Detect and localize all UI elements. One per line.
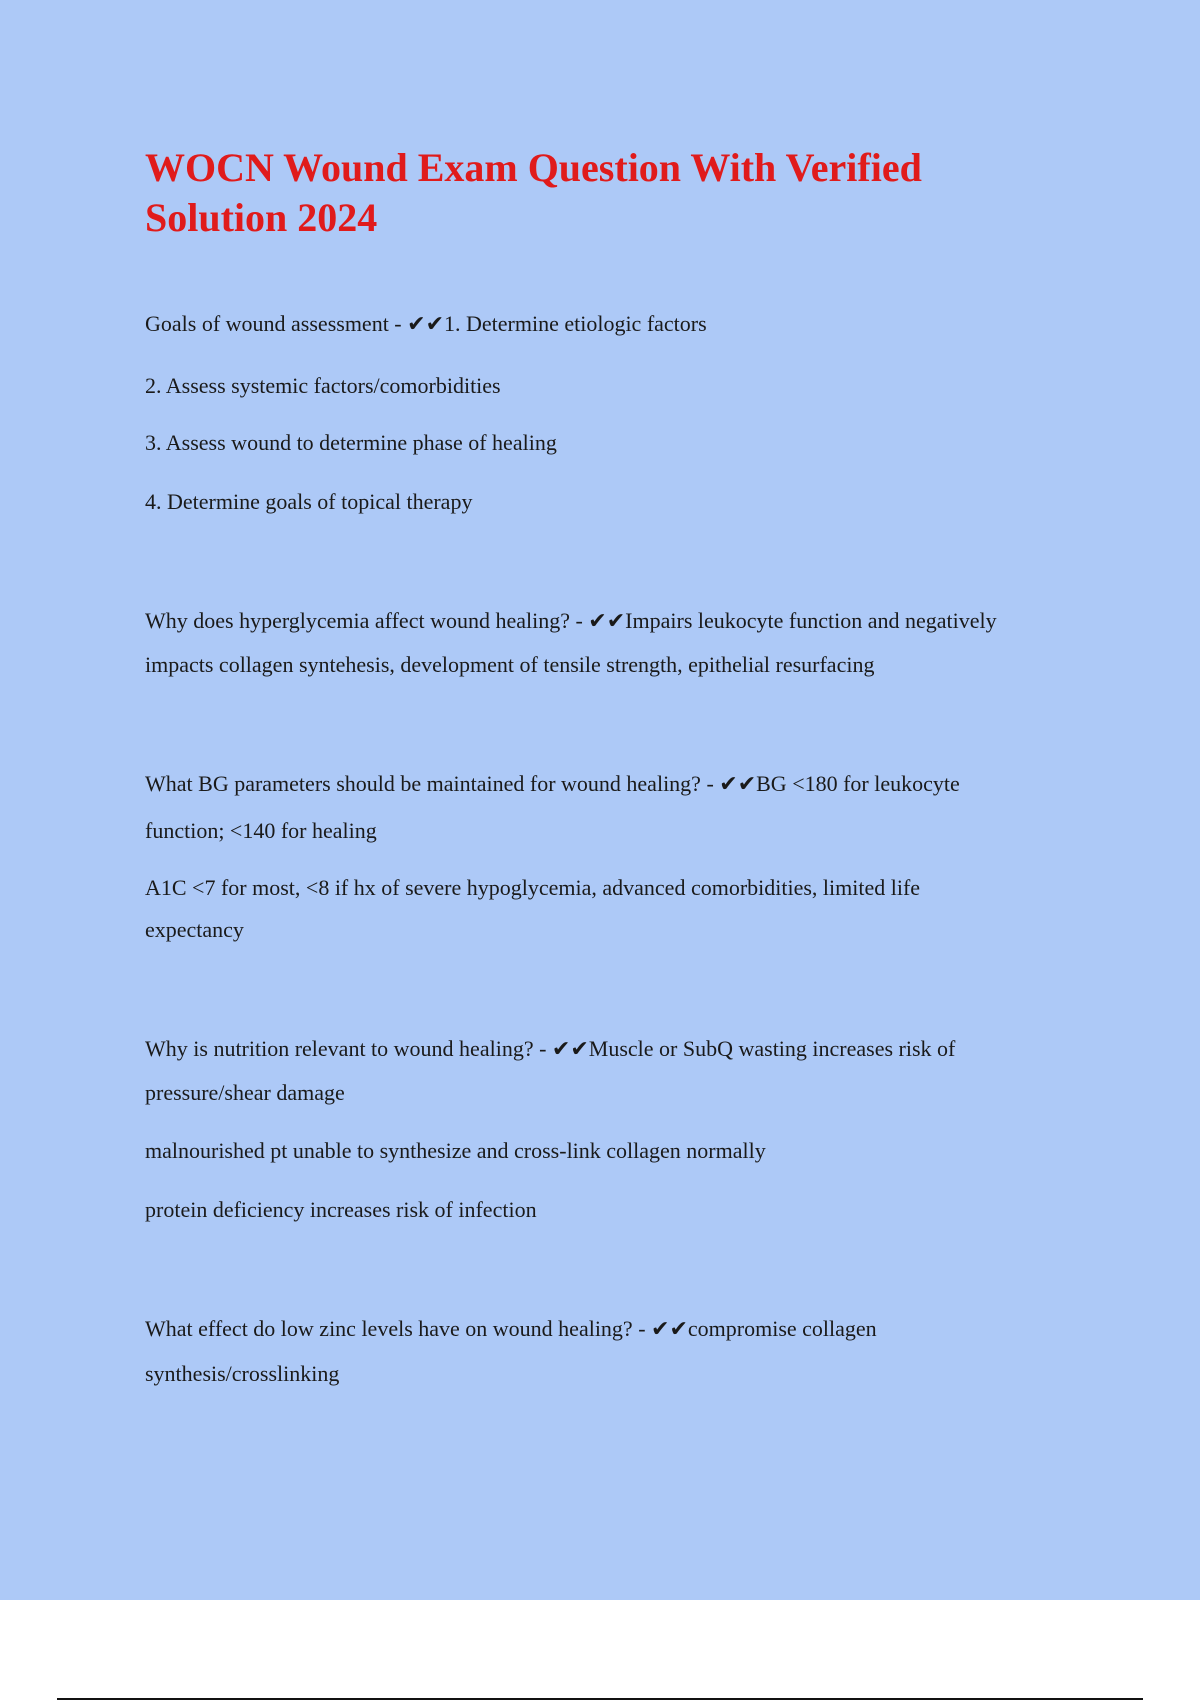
title-line-2: Solution 2024 bbox=[145, 195, 378, 240]
qa-5-line-2: synthesis/crosslinking bbox=[145, 1361, 340, 1386]
document-title bbox=[145, 143, 1045, 243]
qa-5-line-1: What effect do low zinc levels have on wound healing? - ✔✔compromise collagen bbox=[145, 1316, 877, 1341]
qa-3-line-2: function; <140 for healing bbox=[145, 818, 377, 843]
title-line-1: WOCN Wound Exam Question With Verified bbox=[145, 145, 922, 190]
qa-1-line-3: 3. Assess wound to determine phase of healing bbox=[145, 430, 557, 455]
qa-4-line-4: protein deficiency increases risk of infection bbox=[145, 1197, 537, 1222]
qa-3-line-3: A1C <7 for most, <8 if hx of severe hypoglycemia, advanced comorbidities, limited life bbox=[145, 875, 921, 900]
qa-2-line-1: Why does hyperglycemia affect wound healing? - ✔✔Impairs leukocyte function and negatively bbox=[145, 608, 997, 633]
qa-4-line-1: Why is nutrition relevant to wound healing? - ✔✔Muscle or SubQ wasting increases risk of bbox=[145, 1036, 956, 1061]
qa-2-line-2: impacts collagen syntehesis, development of tensile strength, epithelial resurfacing bbox=[145, 652, 875, 677]
qa-1-line-1: Goals of wound assessment - ✔✔1. Determine etiologic factors bbox=[145, 311, 707, 336]
qa-4-line-3: malnourished pt unable to synthesize and cross-link collagen normally bbox=[145, 1138, 766, 1163]
qa-3-line-1: What BG parameters should be maintained for wound healing? - ✔✔BG <180 for leukocyte bbox=[145, 771, 960, 796]
qa-3-line-4: expectancy bbox=[145, 917, 244, 942]
qa-1-line-4: 4. Determine goals of topical therapy bbox=[145, 489, 473, 514]
qa-4-line-2: pressure/shear damage bbox=[145, 1080, 345, 1105]
qa-1-line-2: 2. Assess systemic factors/comorbidities bbox=[145, 373, 501, 398]
